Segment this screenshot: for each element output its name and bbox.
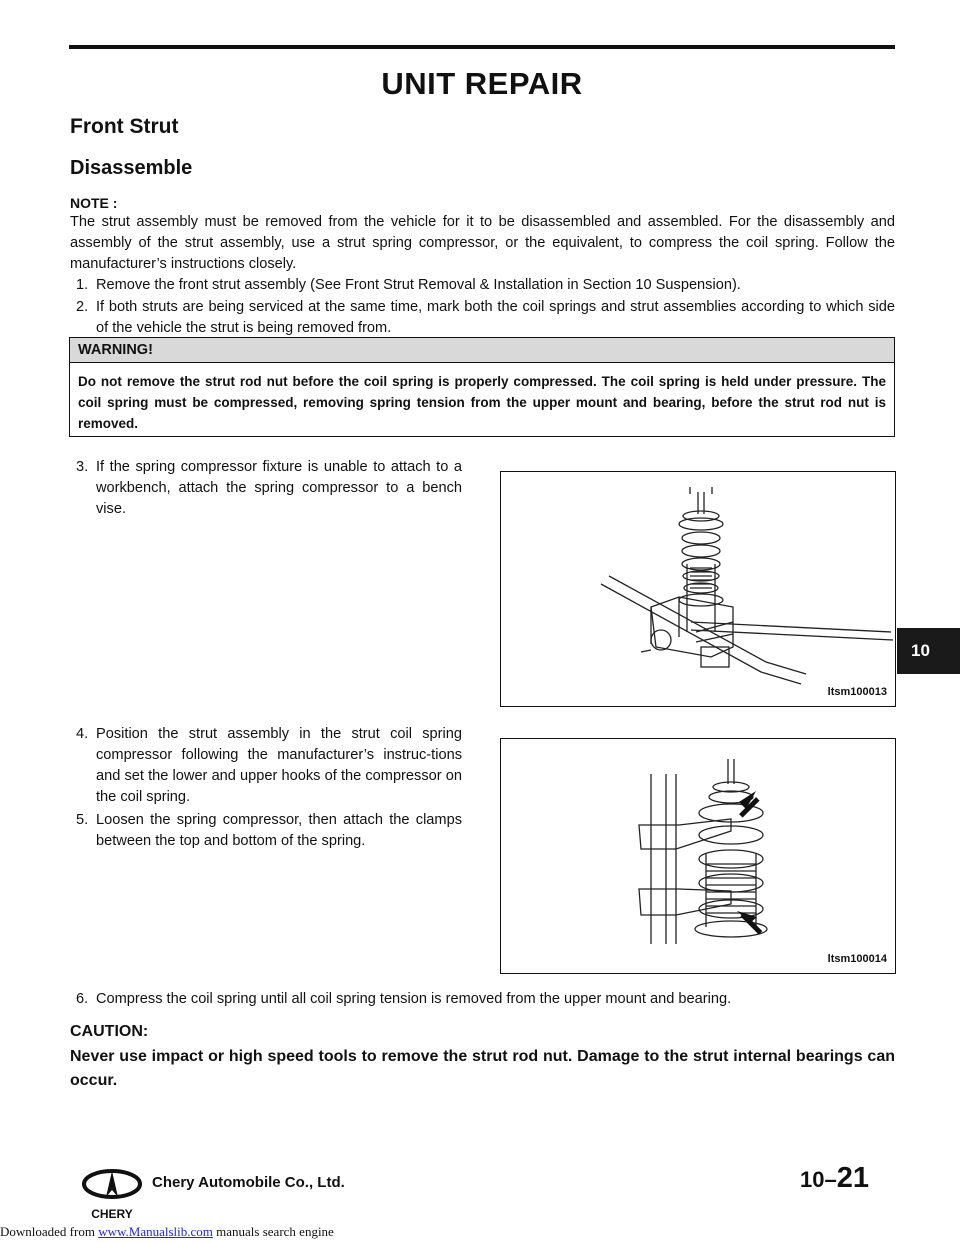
warning-box (69, 337, 895, 437)
step-text: If the spring compressor fixture is unable to attach to a workbench, attach the spring compressor to a bench vise. (96, 459, 462, 517)
top-rule (69, 45, 895, 49)
step-number: 5. (76, 812, 89, 828)
step-text: Compress the coil spring until all coil spring tension is removed from the upper mount and bearing. (96, 991, 732, 1007)
step-3 (76, 457, 462, 520)
step-5 (76, 810, 462, 852)
figure-spring-compressor-clamps (500, 738, 896, 974)
step-6 (76, 989, 895, 1010)
step-text: Remove the front strut assembly (See Front Strut Removal & Installation in Section 10 Suspension). (96, 277, 741, 293)
logo-text: CHERY (91, 1207, 133, 1221)
section-side-tab: 10 (897, 628, 960, 674)
figure-id: ltsm100013 (827, 686, 887, 698)
banner-prefix: Downloaded from (0, 1224, 99, 1239)
step-text: If both struts are being serviced at the same time, mark both the coil springs and strut assemblies according to which side of the vehicle the strut is being removed from. (96, 299, 895, 336)
figure-spring-compressor-vise (500, 471, 896, 707)
page-number (800, 1162, 869, 1195)
step-number: 1. (76, 277, 89, 293)
step-number: 4. (76, 726, 89, 742)
caution-label: CAUTION: (70, 1023, 149, 1040)
page-title: UNIT REPAIR (381, 66, 583, 101)
page-section: 10– (800, 1167, 837, 1192)
step-1 (76, 275, 895, 296)
note-text: The strut assembly must be removed from the vehicle for it to be disassembled and assembled. For the disassembly and assembly of the strut assembly, use a strut spring compressor, or the equivalent, to compress the coil spring. Follow the manufacturer’s instructions closely. (70, 214, 895, 272)
step-number: 2. (76, 299, 89, 315)
step-2 (76, 297, 895, 339)
caution-text: Never use impact or high speed tools to remove the strut rod nut. Damage to the strut internal bearings can occur. (70, 1048, 895, 1089)
manualslib-link[interactable]: www.Manualslib.com (98, 1224, 213, 1239)
warning-text: Do not remove the strut rod nut before the coil spring is properly compressed. The coil spring is held under pressure. The coil spring must be compressed, removing spring tension from the upper mount and bearing, before the strut rod nut is removed. (78, 374, 886, 431)
section-title: Front Strut (70, 115, 179, 138)
step-number: 6. (76, 991, 89, 1007)
footer-company: Chery Automobile Co., Ltd. (152, 1174, 345, 1191)
step-number: 3. (76, 459, 89, 475)
warning-label: WARNING! (70, 338, 894, 363)
download-banner (0, 1224, 334, 1240)
strut-in-vise-illustration (501, 472, 895, 706)
chery-logo-icon (80, 1166, 144, 1222)
spring-clamps-illustration (501, 739, 895, 973)
note-label: NOTE : (70, 195, 118, 211)
page-index: 21 (836, 1162, 869, 1194)
step-text: Position the strut assembly in the strut coil spring compressor following the manufacturer’s instruc-tions and set the lower and upper hooks of the compressor on the coil spring. (96, 726, 462, 805)
step-4 (76, 724, 462, 808)
subsection-title: Disassemble (70, 157, 193, 179)
figure-id: ltsm100014 (827, 953, 887, 965)
banner-suffix: manuals search engine (212, 1224, 334, 1239)
step-text: Loosen the spring compressor, then attach the clamps between the top and bottom of the spring. (96, 812, 462, 849)
